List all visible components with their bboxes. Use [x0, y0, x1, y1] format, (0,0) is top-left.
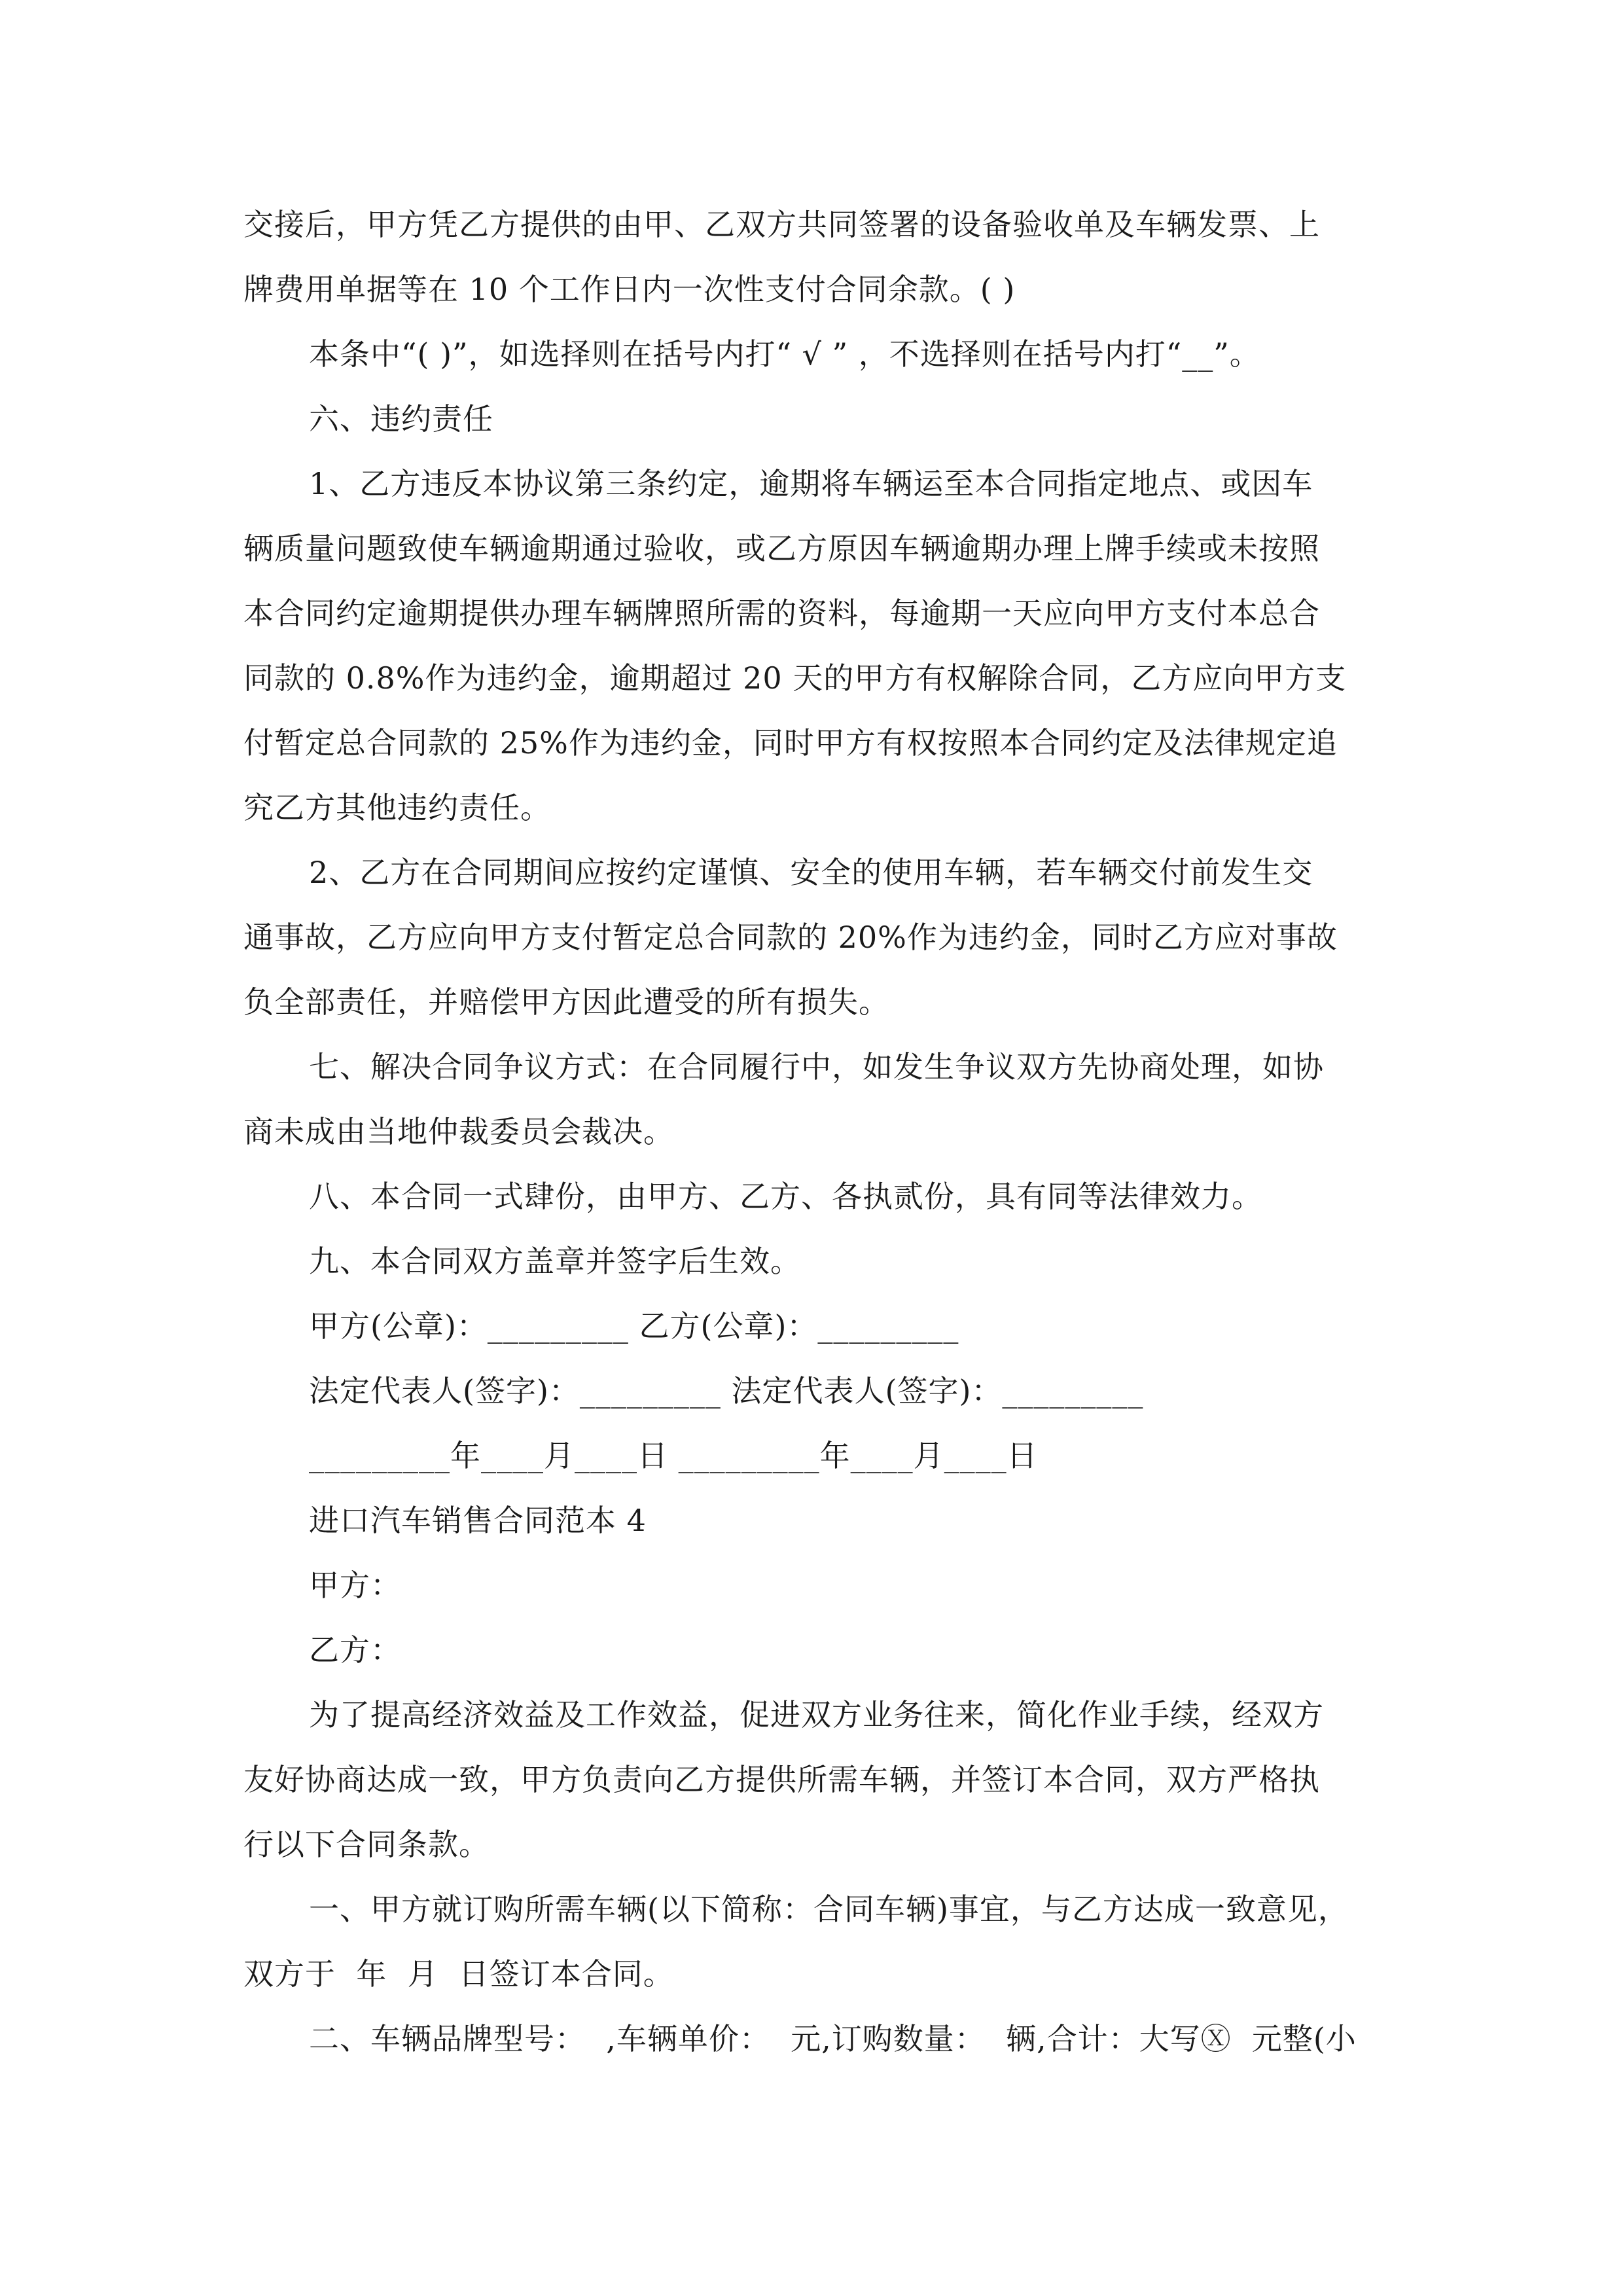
party-a-label: 甲方： [309, 1568, 401, 1603]
text-line: 通事故，乙方应向甲方支付暂定总合同款的 20%作为违约金，同时乙方应对事故 [243, 920, 1338, 955]
section-heading: 六、违约责任 [309, 401, 493, 437]
text-line: 二、车辆品牌型号： ,车辆单价： 元,订购数量： 辆,合计：大写Ⓧ 元整(小 [309, 2021, 1357, 2056]
text-line: 辆质量问题致使车辆逾期通过验收，或乙方原因车辆逾期办理上牌手续或未按照 [243, 531, 1320, 566]
text-line: 七、解决合同争议方式：在合同履行中，如发生争议双方先协商处理，如协 [309, 1049, 1324, 1085]
text-line: 一、甲方就订购所需车辆(以下简称：合同车辆)事宜，与乙方达成一致意见， [309, 1892, 1349, 1927]
text-line: 行以下合同条款。 [243, 1827, 490, 1862]
text-line: 交接后，甲方凭乙方提供的由甲、乙双方共同签署的设备验收单及车辆发票、上 [243, 207, 1320, 242]
text-line: 双方于 年 月 日签订本合同。 [243, 1956, 674, 1992]
signature-line: 法定代表人(签字)：_________ 法定代表人(签字)：_________ [309, 1373, 1144, 1408]
text-line: 本条中“( )”，如选择则在括号内打“ √ ” ，不选择则在括号内打“__”。 [309, 336, 1260, 372]
text-line: 1、乙方违反本协议第三条约定，逾期将车辆运至本合同指定地点、或因车 [309, 466, 1313, 501]
party-b-label: 乙方： [309, 1632, 401, 1668]
text-line: 付暂定总合同款的 25%作为违约金，同时甲方有权按照本合同约定及法律规定追 [243, 725, 1338, 761]
date-line: _________年____月____日 _________年____月____日 [309, 1438, 1038, 1473]
text-line: 2、乙方在合同期间应按约定谨慎、安全的使用车辆，若车辆交付前发生交 [309, 855, 1313, 890]
text-line: 八、本合同一式肆份，由甲方、乙方、各执贰份，具有同等法律效力。 [309, 1179, 1262, 1214]
text-line: 负全部责任，并赔偿甲方因此遭受的所有损失。 [243, 984, 889, 1020]
text-line: 本合同约定逾期提供办理车辆牌照所需的资料，每逾期一天应向甲方支付本总合 [243, 596, 1320, 631]
signature-line: 甲方(公章)：_________ 乙方(公章)：_________ [309, 1308, 959, 1344]
text-line: 同款的 0.8%作为违约金，逾期超过 20 天的甲方有权解除合同，乙方应向甲方支 [243, 660, 1347, 696]
text-line: 友好协商达成一致，甲方负责向乙方提供所需车辆，并签订本合同，双方严格执 [243, 1762, 1320, 1797]
document-title: 进口汽车销售合同范本 4 [309, 1503, 647, 1538]
text-line: 九、本合同双方盖章并签字后生效。 [309, 1244, 801, 1279]
text-line: 牌费用单据等在 10 个工作日内一次性支付合同余款。( ) [243, 272, 1016, 307]
text-line: 为了提高经济效益及工作效益，促进双方业务往来，简化作业手续，经双方 [309, 1697, 1324, 1732]
text-line: 究乙方其他违约责任。 [243, 790, 551, 825]
text-line: 商未成由当地仲裁委员会裁决。 [243, 1114, 674, 1149]
